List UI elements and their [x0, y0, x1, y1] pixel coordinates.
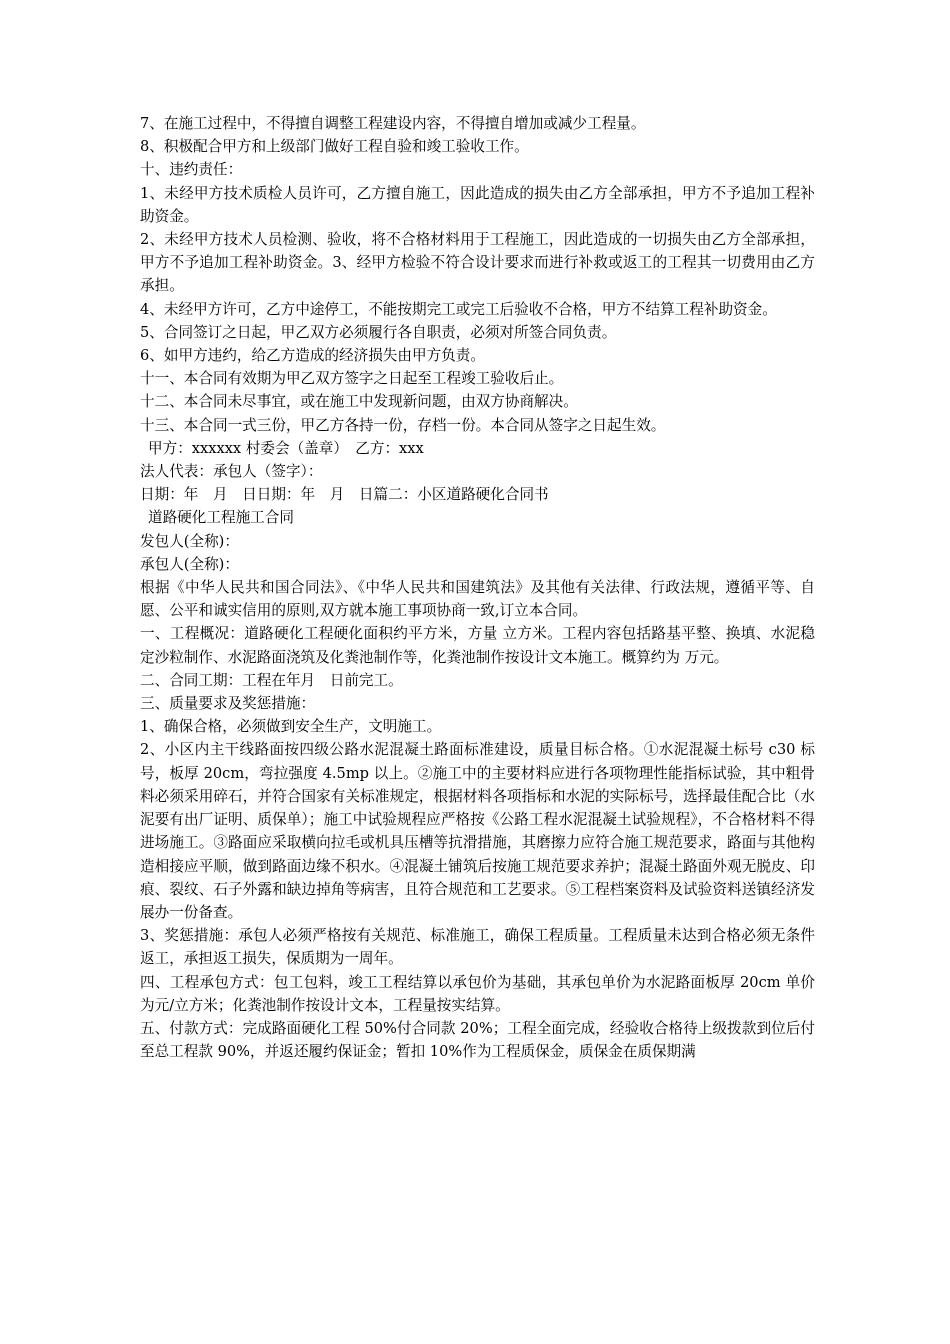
clause-7: 7、在施工过程中，不得擅自调整工程建设内容，不得擅自增加或减少工程量。: [140, 115, 646, 132]
quality-clause-1: 1、确保合格，必须做到安全生产，文明施工。: [140, 718, 442, 736]
employer-field: 发包人(全称)：: [140, 532, 239, 550]
breach-clause-5: 5、合同签订之日起，甲乙双方必须履行各自职责，必须对所签合同负责。: [140, 323, 617, 341]
preamble: 根据《中华人民共和国合同法》、《中华人民共和国建筑法》及其他有关法律、行政法规，遵循平等、自愿、公平和诚实信用的原则,双方就本施工事项协商一致,订立本合同。: [140, 579, 815, 620]
contract-title: 道路硬化工程施工合同: [148, 509, 294, 527]
signature-dates: 日期：年 月 日日期：年 月 日篇二：小区道路硬化合同书: [140, 486, 549, 504]
clause-8: 8、积极配合甲方和上级部门做好工程自验和竣工验收工作。: [140, 138, 529, 156]
quality-clause-3: 3、奖惩措施：承包人必须严格按有关规范、标准施工，确保工程质量。工程质量未达到合格必须无条件返工，承担返工损失，保质期为一周年。: [140, 927, 815, 968]
section-1-overview: 一、工程概况：道路硬化工程硬化面积约平方米，方量 立方米。工程内容包括路基平整、换填、水泥稳定沙粒制作、水泥路面浇筑及化粪池制作等，化粪池制作按设计文本施工。概算约为 万元。: [140, 625, 815, 666]
document-body: [140, 112, 815, 1063]
quality-clause-2: 2、小区内主干线路面按四级公路水泥混凝土路面标准建设，质量目标合格。①水泥混凝土标号 c30 标号，板厚 20cm，弯拉强度 4.5mp 以上。②施工中的主要材料应进行各项物理性能指标试验，其中粗骨料必须采用碎石，并符合国家有关标准规定，根据材料各项指标和水泥的实际标号，选择最佳配合比（水泥要有出厂证明、质保单）；施工中试验规程应严格按《公路工程水泥混凝土试验规程》，不合格材料不得进场施工。③路面应采取横向拉毛或机具压槽等抗滑措施，其磨擦力应符合施工规范要求，路面与其他构造相接应平顺，做到路面边缘不积水。④混凝土铺筑后按施工规范要求养护；混凝土路面外观无脱皮、印痕、裂纹、石子外露和缺边掉角等病害，且符合规范和工艺要求。⑤工程档案资料及试验资料送镇经济发展办一份备查。: [140, 741, 815, 921]
breach-clause-6: 6、如甲方违约，给乙方造成的经济损失由甲方负责。: [140, 347, 485, 365]
breach-clause-2-3: 2、未经甲方技术人员检测、验收，将不合格材料用于工程施工，因此造成的一切损失由乙方全部承担，甲方不予追加工程补助资金。3、经甲方检验不符合设计要求而进行补救或返工的工程其一切费用由乙方承担。: [140, 231, 815, 295]
contractor-field: 承包人(全称)：: [140, 555, 239, 573]
section-heading-breach: 十、违约责任：: [140, 161, 243, 179]
section-13-copies: 十三、本合同一式三份，甲乙方各持一份，存档一份。本合同从签字之日起生效。: [140, 416, 666, 434]
section-4-contract-mode: 四、工程承包方式：包工包料，竣工工程结算以承包价为基础，其承包单价为水泥路面板厚 20cm 单价为元/立方米；化粪池制作按设计文本，工程量按实结算。: [140, 973, 815, 1014]
signature-representatives: 法人代表：承包人（签字）：: [140, 463, 323, 481]
section-5-payment: 五、付款方式：完成路面硬化工程 50%付合同款 20%；工程全面完成，经验收合格待上级拨款到位后付至总工程款 90%，并返还履约保证金；暂扣 10%作为工程质保金，质保金在质保期满: [140, 1019, 815, 1061]
section-12-unresolved: 十二、本合同未尽事宜，或在施工中发现新问题，由双方协商解决。: [140, 393, 578, 411]
signature-parties: 甲方：xxxxxx 村委会（盖章） 乙方：xxx: [148, 439, 424, 457]
breach-clause-4: 4、未经甲方许可，乙方中途停工，不能按期完工或完工后验收不合格，甲方不结算工程补助资金。: [140, 300, 777, 318]
section-2-duration: 二、合同工期：工程在年月 日前完工。: [140, 671, 403, 689]
breach-clause-1: 1、未经甲方技术质检人员许可，乙方擅自施工，因此造成的损失由乙方全部承担，甲方不予追加工程补助资金。: [140, 184, 815, 225]
section-3-heading: 三、质量要求及奖惩措施：: [140, 695, 316, 713]
section-11-validity: 十一、本合同有效期为甲乙双方签字之日起至工程竣工验收后止。: [140, 370, 564, 388]
